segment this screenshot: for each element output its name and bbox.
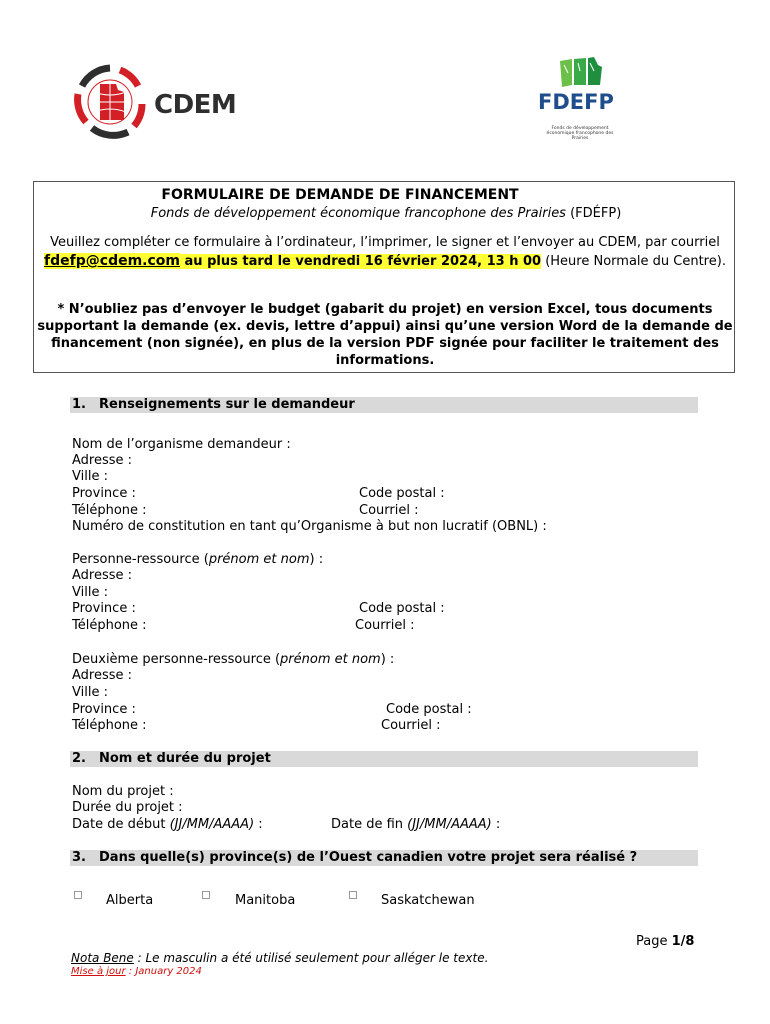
contact1-province-label: Province : <box>72 601 136 616</box>
update-date: Mise à jour : January 2024 <box>71 966 202 977</box>
section-2-number: 2. <box>72 751 86 766</box>
contact2-email-label: Courriel : <box>381 718 441 733</box>
org-postal-code-label: Code postal : <box>359 486 445 501</box>
prairie-provinces-icon <box>560 57 602 87</box>
project-name-label: Nom du projet : <box>72 784 174 799</box>
project-duration-label: Durée du projet : <box>72 800 183 815</box>
fdefp-wordmark: FDEFP <box>538 90 614 114</box>
org-address-label: Adresse : <box>72 453 133 468</box>
nota-bene: Nota Bene : Le masculin a été utilisé seulement pour alléger le texte. <box>71 951 489 965</box>
contact2-province-label: Province : <box>72 702 136 717</box>
contact2-postal-code-label: Code postal : <box>386 702 472 717</box>
contact1-email-label: Courriel : <box>355 618 415 633</box>
checkbox-saskatchewan[interactable] <box>349 891 357 899</box>
form-title: FORMULAIRE DE DEMANDE DE FINANCEMENT <box>161 187 519 203</box>
start-date-label: Date de début (JJ/MM/AAAA) : <box>72 817 263 832</box>
section-3-header <box>70 850 698 866</box>
budget-warning: * N’oubliez pas d’envoyer le budget (gabarit du projet) en version Excel, tous documents supportant la demande (ex. devis, lettre d’appui) ainsi qu’une version Word de la demande de financement (non signée), en plus de la version PDF signée pour faciliter le traitement des informations. <box>37 302 733 368</box>
page-number: Page 1/8 <box>636 934 695 949</box>
checkbox-alberta[interactable] <box>74 891 82 899</box>
cdem-wordmark: CDEM <box>154 90 237 120</box>
end-date-label: Date de fin (JJ/MM/AAAA) : <box>331 817 501 832</box>
section-1-title: Renseignements sur le demandeur <box>99 397 355 412</box>
org-name-label: Nom de l’organisme demandeur : <box>72 437 291 452</box>
contact2-phone-label: Téléphone : <box>72 718 147 733</box>
contact2-label: Deuxième personne-ressource (prénom et nom) : <box>72 652 395 667</box>
contact1-address-label: Adresse : <box>72 568 133 583</box>
contact1-postal-code-label: Code postal : <box>359 601 445 616</box>
deadline-text: au plus tard le vendredi 16 février 2024, 13 h 00 <box>180 254 542 269</box>
label-saskatchewan: Saskatchewan <box>381 893 475 908</box>
org-email-label: Courriel : <box>359 503 419 518</box>
contact1-city-label: Ville : <box>72 585 108 600</box>
section-3-title: Dans quelle(s) province(s) de l’Ouest canadien votre projet sera réalisé ? <box>99 850 638 865</box>
contact1-phone-label: Téléphone : <box>72 618 147 633</box>
email-link[interactable]: fdefp@cdem.com <box>44 253 180 269</box>
section-1-number: 1. <box>72 397 86 412</box>
cdem-emblem-icon <box>78 68 142 135</box>
org-city-label: Ville : <box>72 469 108 484</box>
section-2-header <box>70 751 698 767</box>
cdem-logo <box>72 64 242 140</box>
section-2-title: Nom et durée du projet <box>99 751 271 766</box>
subtitle-acronym: (FDÉFP) <box>565 206 622 221</box>
submission-instructions <box>40 234 730 271</box>
section-1-header <box>70 397 698 413</box>
contact2-city-label: Ville : <box>72 685 108 700</box>
form-subtitle <box>36 206 736 221</box>
label-manitoba: Manitoba <box>235 893 296 908</box>
timezone-text: (Heure Normale du Centre). <box>541 254 726 269</box>
subtitle-fund-name: Fonds de développement économique francophone des Prairies <box>150 206 566 221</box>
org-phone-label: Téléphone : <box>72 503 147 518</box>
org-province-label: Province : <box>72 486 136 501</box>
section-3-number: 3. <box>72 850 86 865</box>
instructions-text: Veuillez compléter ce formulaire à l’ordinateur, l’imprimer, le signer et l’envoyer au CDEM, par courriel <box>50 235 720 250</box>
checkbox-manitoba[interactable] <box>202 891 210 899</box>
obnl-number-label: Numéro de constitution en tant qu’Organisme à but non lucratif (OBNL) : <box>72 519 547 534</box>
label-alberta: Alberta <box>106 893 154 908</box>
contact2-address-label: Adresse : <box>72 668 133 683</box>
contact1-label: Personne-ressource (prénom et nom) : <box>72 552 324 567</box>
fdefp-tagline: Fonds de développement économique francophone des Prairies <box>546 126 614 141</box>
